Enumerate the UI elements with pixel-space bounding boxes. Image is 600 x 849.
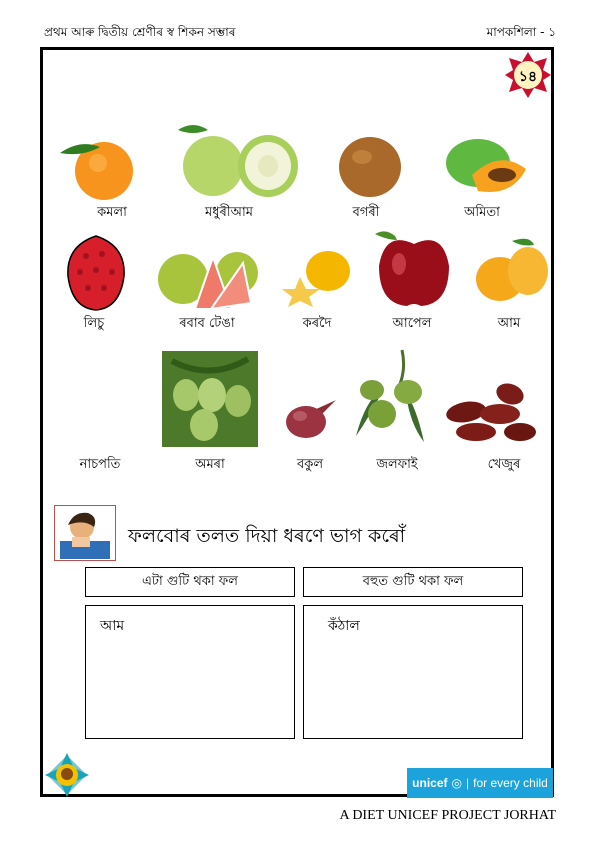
footer-text: A DIET UNICEF PROJECT JORHAT (339, 808, 556, 823)
unicef-brand: unicef (412, 776, 448, 790)
fruit-label: খেজুৰ (487, 457, 521, 472)
starfruit-icon (282, 245, 352, 307)
unicef-globe-icon: ◎ (451, 776, 462, 790)
fruit-label: অমৰা (195, 457, 225, 472)
fruit-label: জলফাই (376, 457, 418, 472)
fruit-label: আপেল (392, 316, 432, 331)
date-icon (440, 378, 540, 444)
one-seed-column-heading: এটা গুটি থকা ফল (85, 567, 295, 597)
fruit-label: মধুৰীআম (205, 205, 253, 220)
fruit-label: নাচপতি (79, 457, 121, 472)
orange-icon (52, 133, 142, 203)
litchi-icon (62, 232, 130, 312)
header-right-title: মাপকশিলা - ১ (486, 25, 556, 39)
one-seed-answer-box[interactable] (85, 605, 295, 739)
many-seed-entry: কঁঠাল (328, 618, 360, 634)
instruction-text: ফলবোৰ তলত দিয়া ধৰণে ভাগ কৰোঁ (128, 525, 406, 547)
many-seed-column-heading: বহুত গুটি থকা ফল (303, 567, 523, 597)
unicef-separator: | (466, 776, 470, 790)
apple-icon (375, 226, 453, 308)
fruit-label: ৰবাব টেঙা (179, 316, 235, 331)
unicef-tagline: for every child (473, 776, 548, 790)
mango-icon (472, 235, 550, 305)
papaya-icon (440, 133, 532, 199)
fruit-label: কমলা (97, 205, 127, 220)
sapodilla-icon (335, 133, 405, 199)
bakul-fruit-icon (284, 396, 336, 440)
fruit-label: অমিতা (464, 205, 500, 220)
one-seed-entry: আম (100, 618, 125, 634)
unicef-banner (407, 768, 553, 798)
header-left-title: প্ৰথম আৰু দ্বিতীয় শ্ৰেণীৰ স্ব শিকন সম্ভাৰ (44, 25, 236, 39)
thinking-child-icon (54, 505, 116, 561)
fruit-label: বগৰী (352, 205, 380, 220)
fruit-label: কৰদৈ (302, 316, 332, 331)
olive-icon (350, 348, 430, 446)
many-seed-answer-box[interactable] (303, 605, 523, 739)
page-number-badge: ১৪ (518, 69, 538, 85)
fruit-label: বকুল (296, 457, 324, 472)
pomelo-icon (155, 243, 260, 311)
hog-plum-icon (162, 351, 258, 447)
guava-icon (168, 118, 303, 200)
diet-logo-icon (44, 752, 90, 798)
fruit-label: আম (497, 316, 521, 331)
fruit-label: লিচু (83, 316, 105, 331)
